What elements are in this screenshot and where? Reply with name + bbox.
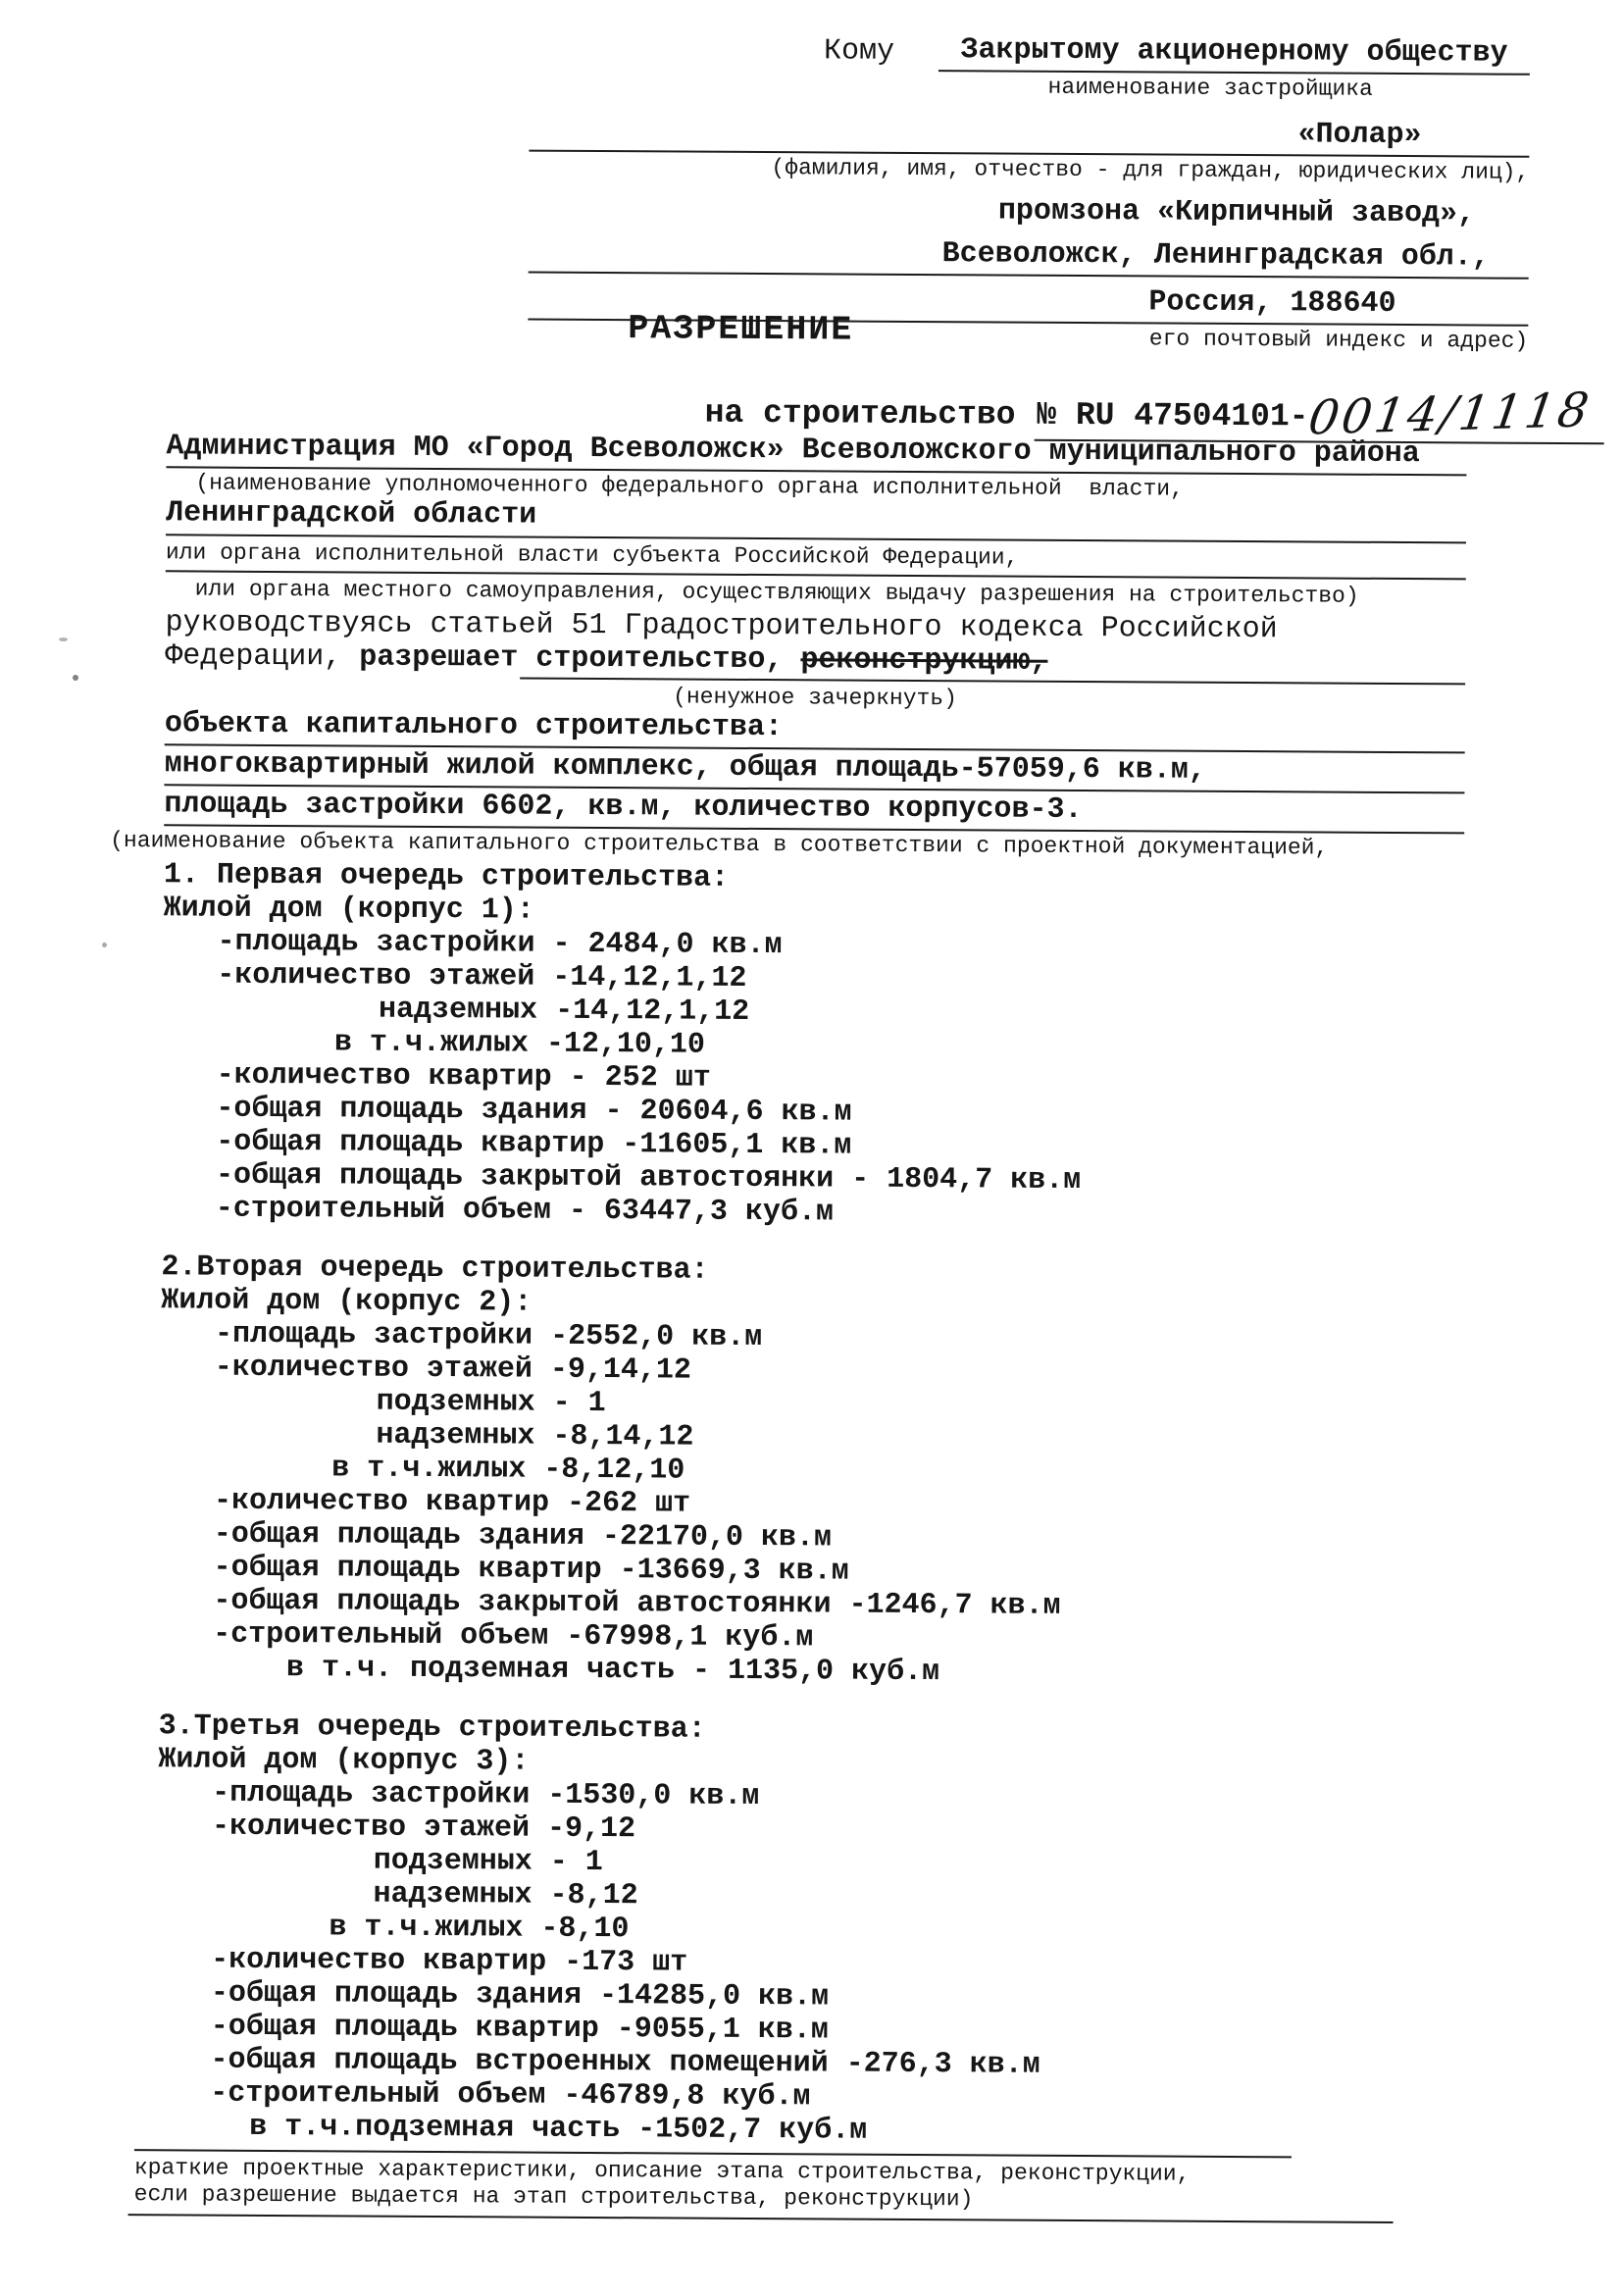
developer-address-caption: его почтовый индекс и адрес) <box>1148 326 1529 354</box>
developer-name-caption: наименование застройщика <box>1047 74 1373 102</box>
legal-basis-line1: руководствуясь статьей 51 Градостроительного кодекса Российской <box>165 606 1278 647</box>
stage2-item: в т.ч. подземная часть - 1135,0 куб.м <box>285 1652 940 1690</box>
scan-speck <box>102 943 107 947</box>
stage1-item: -площадь застройки - 2484,0 кв.м <box>217 925 783 963</box>
stage1-item: в т.ч.жилых -12,10,10 <box>333 1026 706 1062</box>
object-label: объекта капитального строительства: <box>165 707 1465 753</box>
object-description-line2: площадь застройки 6602, кв.м, количество корпусов-3. <box>164 788 1464 834</box>
permit-number-handwritten: 0014/1118 <box>1304 383 1596 446</box>
stage3-item: -общая площадь квартир -9055,1 кв.м <box>210 2010 829 2048</box>
stage1-item: -количество этажей -14,12,1,12 <box>217 958 747 995</box>
stage2-item: -площадь застройки -2552,0 кв.м <box>214 1317 763 1355</box>
stage3-item: -общая площадь встроенных помещений -276,3 кв.м <box>210 2043 1040 2082</box>
document-body <box>110 430 1467 2223</box>
stage2-item: -общая площадь здания -22170,0 кв.м <box>213 1517 833 1556</box>
issuer-caption-2: или органа исполнительной власти субъекта Российской Федерации, <box>165 539 1019 571</box>
stage1-item: -количество квартир - 252 шт <box>216 1058 711 1096</box>
issuer-caption-3: или органа местного самоуправления, осуществляющих выдачу разрешения на строительство) <box>194 576 1359 609</box>
issuer-name: Администрация МО «Город Всеволожск» Всеволожского муниципального района <box>166 430 1466 476</box>
struck-reconstruction-text: реконструкцию, <box>800 643 1048 679</box>
scan-speck <box>59 638 68 641</box>
developer-company: «Полар» <box>529 111 1529 158</box>
strike-caption: (ненужное зачеркнуть) <box>673 684 958 712</box>
stage2-heading: 2.Вторая очередь строительства: <box>161 1250 709 1288</box>
stage1-item: -общая площадь квартир -11605,1 кв.м <box>216 1125 852 1163</box>
stage3-item: подземных - 1 <box>373 1844 603 1880</box>
stage1-item: -общая площадь закрытой автостоянки - 1804,7 кв.м <box>215 1158 1082 1199</box>
stage1-item: -общая площадь здания - 20604,6 кв.м <box>216 1092 852 1130</box>
developer-company-caption: (фамилия, имя, отчество - для граждан, юридических лиц), <box>771 155 1530 185</box>
footer-caption-2: если разрешение выдается на этап строительства, реконструкции) <box>133 2181 974 2213</box>
stage1-item: -строительный объем - 63447,3 куб.м <box>215 1192 835 1230</box>
scan-speck <box>73 675 78 681</box>
object-description-line1: многоквартирный жилой комплекс, общая площадь-57059,6 кв.м, <box>164 747 1464 793</box>
stage3-item: -количество этажей -9,12 <box>211 1810 636 1847</box>
to-label: Кому <box>823 34 895 69</box>
allows-construction-text: разрешает строительство, <box>359 640 801 678</box>
permit-number-printed: № RU 47504101- <box>1037 396 1309 435</box>
issuer-region: Ленинградской области <box>166 496 537 533</box>
stage3-item: -площадь застройки -1530,0 кв.м <box>212 1776 760 1814</box>
stage1-item: надземных -14,12,1,12 <box>378 993 750 1029</box>
stage3-item: в т.ч.подземная часть -1502,7 куб.м <box>249 2110 868 2148</box>
rule-line <box>128 2214 1394 2223</box>
stage1-heading: 1. Первая очередь строительства: <box>163 858 730 895</box>
stage3-item: надземных -8,12 <box>373 1877 638 1913</box>
document-title: РАЗРЕШЕНИЕ <box>628 309 854 350</box>
developer-name: Закрытому акционерному обществу <box>938 30 1530 76</box>
stage2-item: -общая площадь закрытой автостоянки -1246,7 кв.м <box>213 1584 1061 1623</box>
stage2-item: надземных -8,14,12 <box>376 1418 694 1454</box>
stage3-subheading: Жилой дом (корпус 3): <box>158 1743 530 1779</box>
stage3-item: в т.ч.жилых -8,10 <box>329 1911 630 1947</box>
stage3-item: -общая площадь здания -14285,0 кв.м <box>210 1976 830 2015</box>
issuer-caption-1: (наименование уполномоченного федерального органа исполнительной власти, <box>195 470 1184 502</box>
stage2-item: -количество этажей -9,14,12 <box>214 1351 692 1388</box>
footer-caption-1: краткие проектные характеристики, описание этапа строительства, реконструкции, <box>133 2155 1191 2187</box>
object-caption: (наименование объекта капитального строительства в соответствии с проектной документацией, <box>110 827 1329 861</box>
developer-address-line2: Всеволожск, Ленинградская обл., <box>529 232 1529 280</box>
stage3-item: -строительный объем -46789,8 куб.м <box>210 2076 811 2115</box>
stage2-subheading: Жилой дом (корпус 2): <box>161 1284 533 1320</box>
stage2-item: -строительный объем -67998,1 куб.м <box>213 1617 814 1656</box>
developer-address-line1: промзона «Кирпичный завод», <box>997 194 1476 231</box>
stage3-item: -количество квартир -173 шт <box>211 1943 688 1980</box>
stage2-item: в т.ч.жилых -8,12,10 <box>331 1452 685 1488</box>
recipient-block <box>528 28 1530 354</box>
subtitle-text: на строительство <box>704 394 1036 434</box>
developer-address-line3: Россия, 188640 <box>528 280 1528 327</box>
stage1-subheading: Жилой дом (корпус 1): <box>163 892 534 928</box>
stage2-item: -общая площадь квартир -13669,3 кв.м <box>213 1551 849 1589</box>
legal-basis-line2: Федерации, <box>165 639 360 675</box>
stage2-item: -количество квартир -262 шт <box>213 1484 691 1521</box>
stage3-heading: 3.Третья очередь строительства: <box>158 1709 706 1747</box>
stage2-item: подземных - 1 <box>376 1385 606 1421</box>
